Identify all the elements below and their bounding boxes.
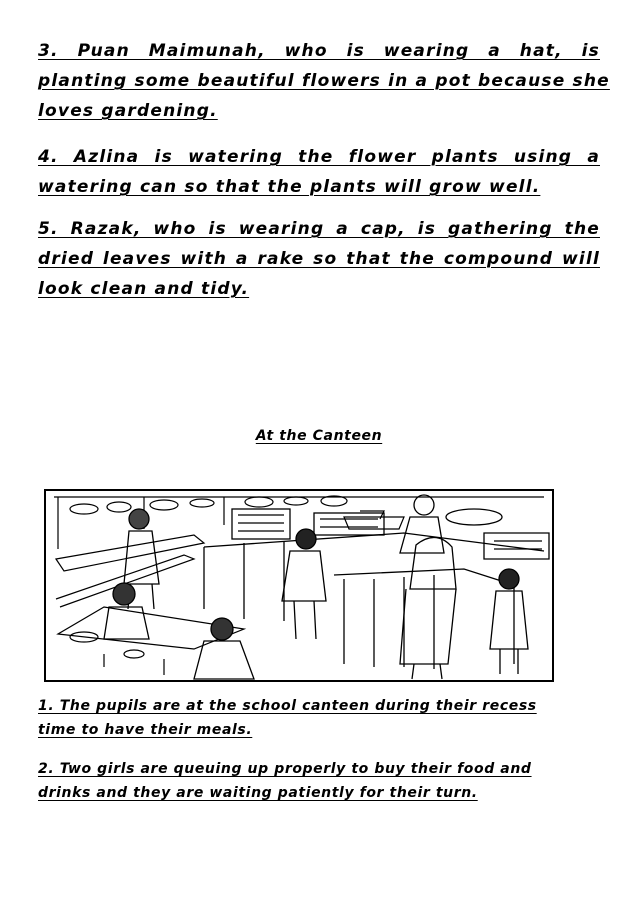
sentence-5	[38, 214, 600, 304]
sentence-4-line-2: watering can so that the plants will grow well.	[38, 177, 541, 197]
canteen-sentence-1-line-1: 1. The pupils are at the school canteen during their recess	[38, 698, 537, 714]
canteen-sentence-1	[38, 694, 608, 742]
sentence-3-line-2: planting some beautiful flowers in a pot because she	[38, 71, 610, 91]
canteen-sentence-2-line-2: drinks and they are waiting patiently for their turn.	[38, 785, 478, 801]
sentence-5-line-2: dried leaves with a rake so that the compound will	[38, 249, 600, 269]
sentence-4-line-1: 4. Azlina is watering the flower plants using a	[38, 147, 600, 167]
canteen-illustration	[44, 489, 554, 682]
canteen-sentence-2-line-1: 2. Two girls are queuing up properly to buy their food and	[38, 761, 532, 777]
sentence-3-line-1: 3. Puan Maimunah, who is wearing a hat, is	[38, 41, 600, 61]
section-title: At the Canteen	[255, 428, 383, 444]
sentence-5-line-1: 5. Razak, who is wearing a cap, is gathering the	[38, 219, 600, 239]
sentence-4	[38, 142, 600, 202]
sentence-3	[38, 36, 610, 126]
sentence-5-line-3: look clean and tidy.	[38, 279, 250, 299]
canteen-sentence-2	[38, 757, 608, 805]
canteen-sentence-1-line-2: time to have their meals.	[38, 722, 253, 738]
sentence-3-line-3: loves gardening.	[38, 101, 218, 121]
